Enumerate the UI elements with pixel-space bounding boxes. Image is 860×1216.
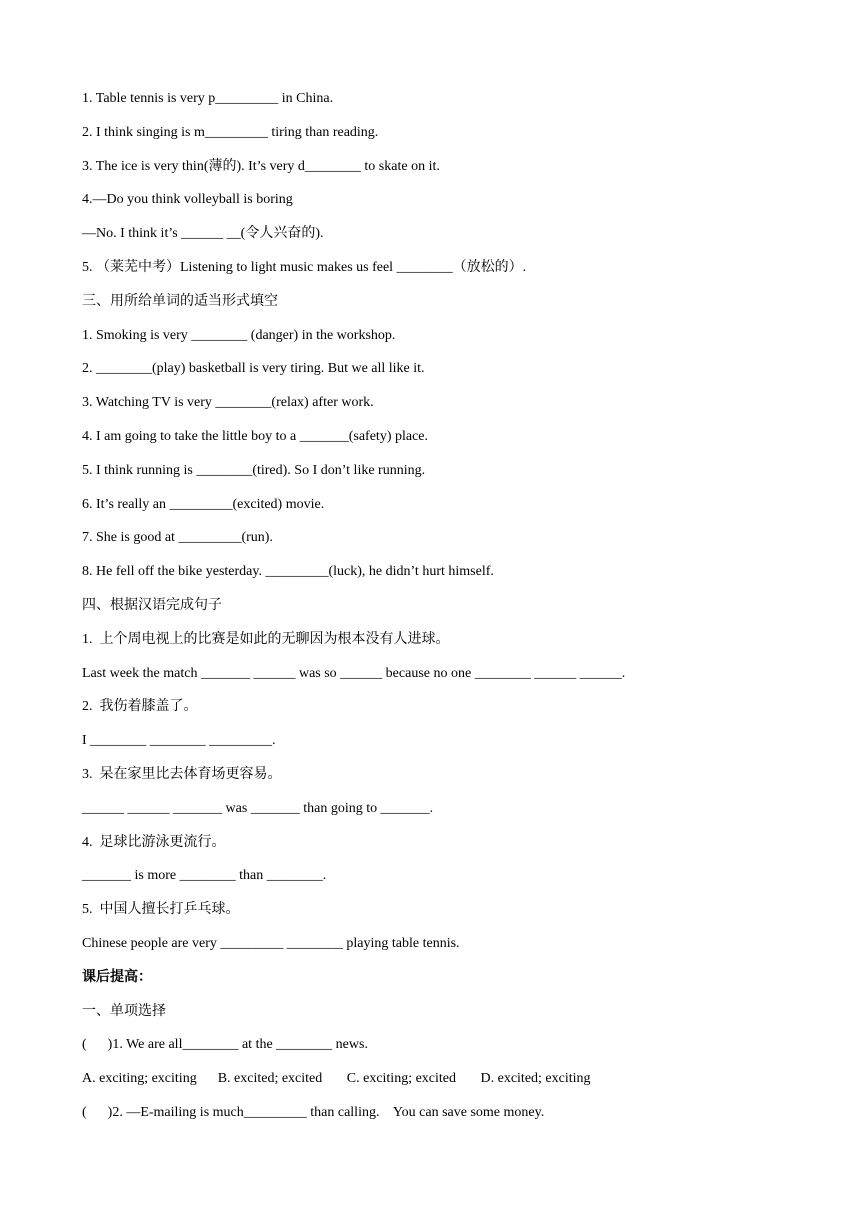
- exercise-line: 3. The ice is very thin(薄的). It’s very d________ to skate on it.: [82, 158, 440, 174]
- exercise-line: 1. Table tennis is very p_________ in China.: [82, 91, 334, 106]
- exercise-line: 7. She is good at _________(run).: [82, 530, 273, 546]
- section-heading: 四、根据汉语完成句子: [82, 597, 222, 613]
- exercise-prompt: 4. 足球比游泳更流行。: [82, 834, 226, 850]
- exercise-prompt: 3. 呆在家里比去体育场更容易。: [82, 766, 282, 782]
- exercise-line: 2. ________(play) basketball is very tiring. But we all like it.: [82, 361, 425, 377]
- question-line: ( )2. —E-mailing is much_________ than calling. You can save some money.: [82, 1104, 545, 1120]
- exercise-line: 5. I think running is ________(tired). So I don’t like running.: [82, 462, 426, 478]
- exercise-line: 3. Watching TV is very ________(relax) after work.: [82, 395, 374, 411]
- worksheet-page: [82, 89, 822, 1137]
- exercise-line: 5. （莱芜中考）Listening to light music makes us feel ________（放松的）.: [82, 259, 527, 275]
- exercise-line: 8. He fell off the bike yesterday. _________(luck), he didn’t hurt himself.: [82, 564, 494, 580]
- exercise-line: ______ ______ _______ was _______ than going to _______.: [82, 800, 434, 816]
- section-title: 课后提高：: [82, 969, 152, 985]
- exercise-line: _______ is more ________ than ________.: [82, 868, 327, 884]
- exercise-line: 6. It’s really an _________(excited) movie.: [82, 496, 325, 512]
- exercise-prompt: 1. 上个周电视上的比赛是如此的无聊因为根本没有人进球。: [82, 631, 450, 647]
- exercise-line: 4. I am going to take the little boy to a _______(safety) place.: [82, 428, 429, 444]
- exercise-line: Chinese people are very _________ ________ playing table tennis.: [82, 935, 460, 951]
- section-heading: 三、用所给单词的适当形式填空: [82, 293, 278, 309]
- exercise-line: Last week the match _______ ______ was so ______ because no one ________ ______ ______.: [82, 665, 626, 681]
- section-heading: 一、单项选择: [82, 1003, 166, 1019]
- exercise-line: 2. I think singing is m_________ tiring than reading.: [82, 124, 379, 140]
- exercise-line: 4.—Do you think volleyball is boring: [82, 192, 293, 208]
- exercise-line: I ________ ________ _________.: [82, 733, 276, 749]
- question-line: ( )1. We are all________ at the ________ news.: [82, 1037, 368, 1053]
- exercise-line: 1. Smoking is very ________ (danger) in the workshop.: [82, 327, 396, 343]
- exercise-prompt: 2. 我伤着膝盖了。: [82, 699, 198, 715]
- exercise-line: —No. I think it’s ______ __(令人兴奋的).: [82, 226, 324, 242]
- exercise-prompt: 5. 中国人擅长打乒乓球。: [82, 902, 240, 918]
- answer-options: A. exciting; exciting B. excited; excited C. exciting; excited D. excited; exciting: [82, 1071, 591, 1087]
